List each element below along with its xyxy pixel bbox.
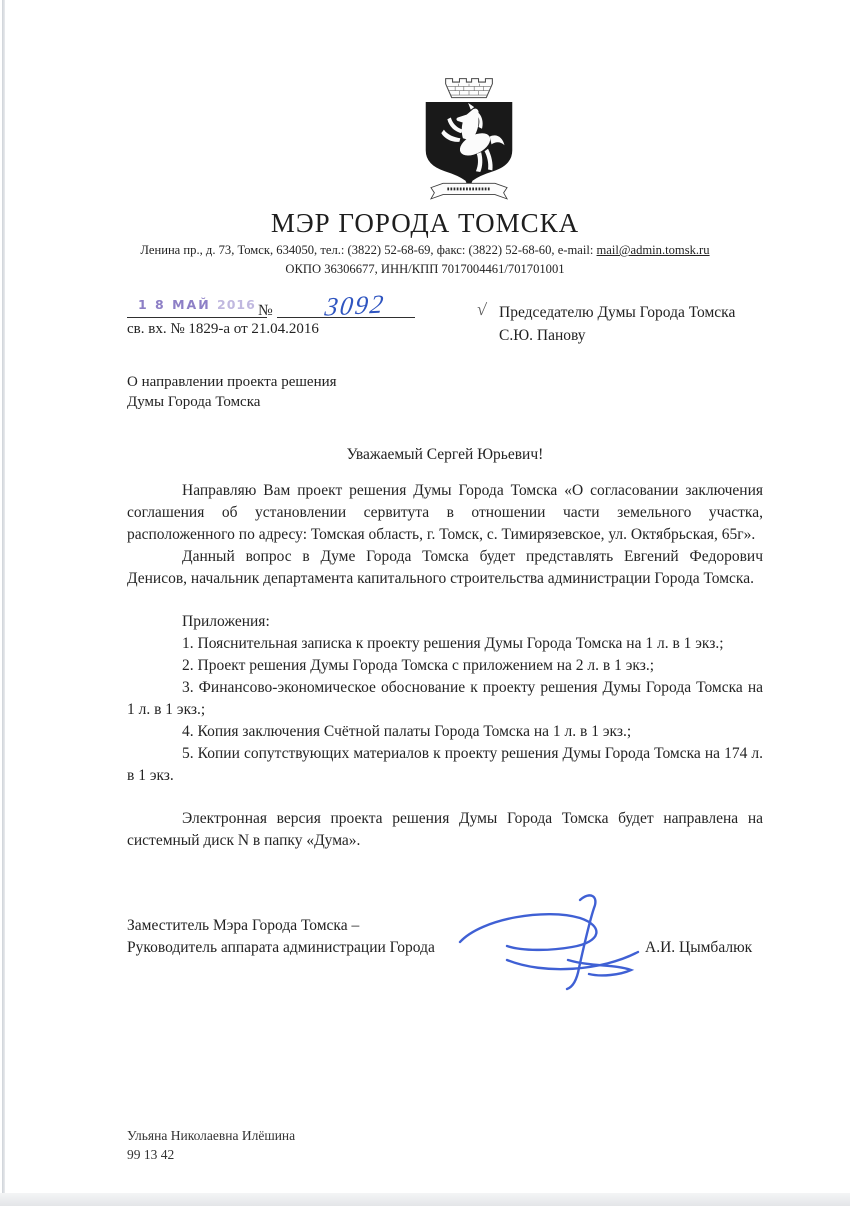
handwritten-outgoing-number: 3092	[323, 289, 387, 322]
registration-date-stamp: 1 8 МАЙ 2016	[138, 297, 256, 312]
closing-paragraph: Электронная версия проекта решения Думы Города Томска будет направлена на системный диск N в папку «Дума».	[127, 810, 763, 849]
salutation: Уважаемый Сергей Юрьевич!	[346, 446, 544, 463]
attachment-item: 5. Копии сопутствующих материалов к проекту решения Думы Города Томска на 174 л. в 1 экз.	[127, 745, 763, 784]
letter-body	[127, 480, 763, 852]
signer-name: А.И. Цымбалюк	[645, 939, 753, 956]
attachment-item: 1. Пояснительная записка к проекту решения Думы Города Томска на 1 л. в 1 экз.;	[182, 635, 724, 652]
signer-position-block	[127, 915, 435, 959]
address-text: Ленина пр., д. 73, Томск, 634050, тел.: (3822) 52-68-69, факс: (3822) 52-68-60, e-mail:	[140, 243, 597, 257]
recipient-name: С.Ю. Панову	[499, 327, 586, 344]
sender-email: mail@admin.tomsk.ru	[596, 243, 710, 257]
recipient-block	[499, 301, 779, 347]
motto-ribbon	[431, 183, 507, 199]
recipient-position: Председателю Думы Города Томска	[499, 304, 736, 321]
attachments-heading: Приложения:	[182, 613, 270, 630]
body-paragraph-2: Данный вопрос в Думе Города Томска будет представлять Евгений Федорович Денисов, начальник департамента капитального строительства администрации Города Томска.	[127, 548, 763, 587]
subject-line-1: О направлении проекта решения	[127, 374, 337, 390]
attachment-item: 2. Проект решения Думы Города Томска с приложением на 2 л. в 1 экз.;	[182, 657, 655, 674]
number-sign-label: №	[258, 302, 273, 319]
attachment-item: 4. Копия заключения Счётной палаты Города Томска на 1 л. в 1 экз.;	[182, 723, 632, 740]
sender-title: МЭР ГОРОДА ТОМСКА	[270, 208, 580, 238]
scan-edge-artifact-bottom	[0, 1193, 850, 1206]
pen-checkmark-icon: √	[476, 299, 488, 320]
scan-edge-artifact-left	[2, 0, 5, 1206]
tomsk-coat-of-arms-icon	[417, 76, 521, 211]
executor-phone: 99 13 42	[127, 1147, 175, 1162]
executor-block	[127, 1126, 295, 1164]
incoming-reference-line: св. вх. № 1829-а от 21.04.2016	[127, 321, 319, 337]
subject-line-2: Думы Города Томска	[127, 394, 261, 410]
sender-codes-line: ОКПО 36306677, ИНН/КПП 7017004461/701701001	[285, 262, 565, 276]
subject-block	[127, 372, 337, 412]
signer-position-line-1: Заместитель Мэра Города Томска –	[127, 917, 360, 934]
signer-position-line-2: Руководитель аппарата администрации Города	[127, 939, 435, 956]
date-field-underline	[127, 317, 267, 318]
executor-name: Ульяна Николаевна Илёшина	[127, 1128, 296, 1143]
sender-address-line	[0, 243, 850, 258]
handwritten-signature	[452, 890, 642, 995]
body-paragraph-1: Направляю Вам проект решения Думы Города Томска «О согласовании заключения соглашения об установлении сервитута в отношении части земельного участка, расположенного по адресу: Томская область, г. Томск, с. Тимирязевское, ул. Октябрьская, 65г».	[127, 482, 763, 543]
attachment-item: 3. Финансово-экономическое обоснование к проекту решения Думы Города Томска на 1 л. в 1 экз.;	[127, 679, 763, 718]
